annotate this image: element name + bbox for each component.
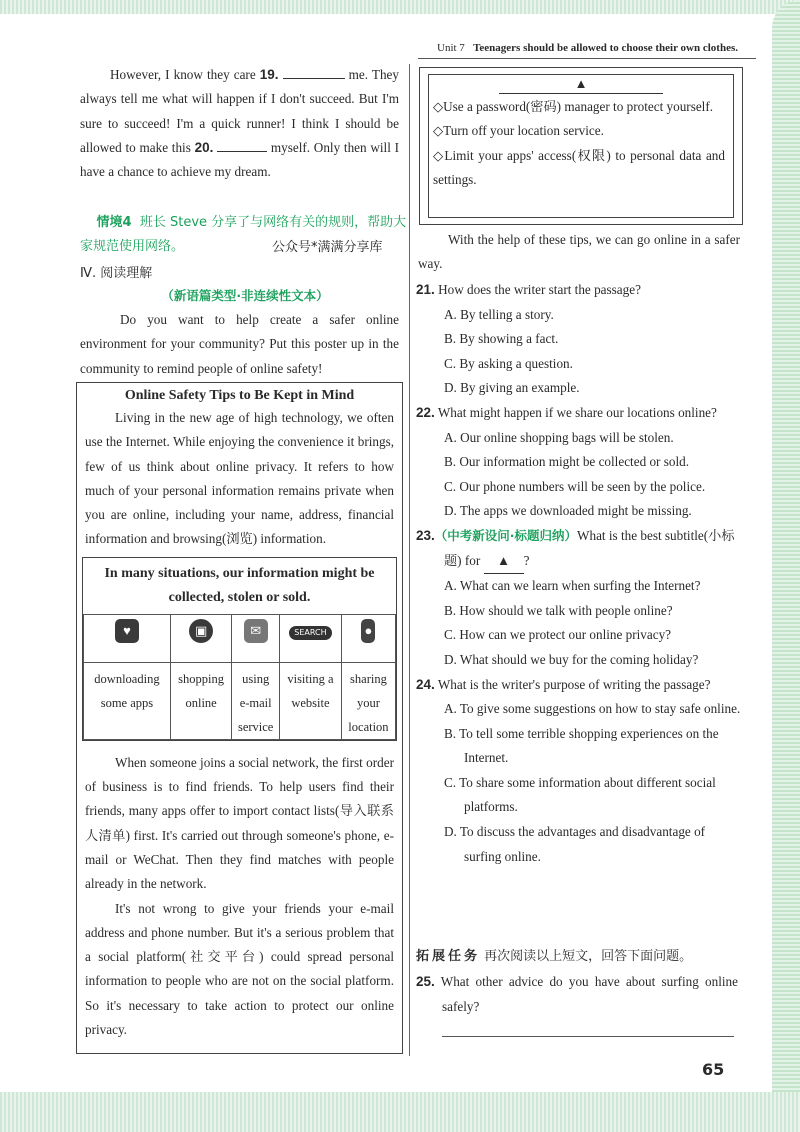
poster-paragraph-3: It's not wrong to give your friends your e-mail address and phone number. But it's a serious problem that a social platform(社交平台) could spread personal information to people who are not on the social platform. So it's necessary to take action to protect our online privacy. bbox=[85, 900, 394, 1038]
option[interactable]: B. Our information might be collected or sold. bbox=[444, 454, 690, 470]
story-continuation: However, I know they care 19. me. They always tell me what will happen if I don't succeed. But I'm sure to succeed! I'm a quick runner! I think I should be allowed to make this 20. myself. Only then will I have a chance to achieve my dream. bbox=[80, 67, 400, 180]
poster-paragraph-2: When someone joins a social network, the first order of business is to find friends. To help users find their friends, many apps offer to import contact lists(导入联系人清单) first. It's carried out through someone's phone, e-mail or WeChat. Then they find matches with people already in the network. bbox=[85, 754, 394, 892]
app-icon: ♥ bbox=[115, 619, 139, 643]
answer-line-25[interactable] bbox=[442, 1036, 734, 1037]
intro-paragraph: Do you want to help create a safer online environment for your community? Put this poster up in the community to remind people of online safety! bbox=[80, 312, 399, 376]
right-border bbox=[772, 0, 800, 1132]
answer-blank-19[interactable] bbox=[283, 66, 345, 79]
unit-label: Unit 7 bbox=[437, 42, 465, 54]
tile-visiting-website bbox=[280, 614, 342, 662]
watermark: 公众号*满满分享库 bbox=[272, 240, 383, 255]
tip-password: ◇Use a password(密码) manager to protect yourself. bbox=[433, 99, 714, 114]
question-tag: （中考新设问·标题归纳） bbox=[434, 527, 578, 543]
option[interactable]: B. By showing a fact. bbox=[444, 331, 559, 347]
option[interactable]: C. By asking a question. bbox=[444, 355, 573, 371]
question-23: 23.（中考新设问·标题归纳）What is the best subtitle(小标题) for ▲ ? A. What can we learn when surfing the Internet? B. How should we talk with people online? C. How can we protect our online privacy? D. What should we buy for the coming holiday? bbox=[416, 524, 742, 673]
option[interactable]: C. To share some information about different social platforms. bbox=[444, 774, 716, 815]
tip-location: ◇Turn off your location service. bbox=[433, 123, 604, 139]
tile-shopping-online bbox=[170, 614, 231, 662]
search-icon: SEARCH bbox=[289, 626, 331, 640]
tip-app-access: ◇Limit your apps' access(权限) to personal data and settings. bbox=[433, 147, 725, 187]
section-subtitle: （新语篇类型·非连续性文本） bbox=[161, 288, 329, 303]
running-header bbox=[330, 42, 738, 54]
top-border bbox=[0, 0, 800, 14]
section-title: Ⅳ. 阅读理解 bbox=[80, 266, 153, 281]
tile-using-email bbox=[232, 614, 280, 662]
question-25: 25. What other advice do you have about surfing online safely? bbox=[416, 974, 738, 1014]
question-19-number: 19. bbox=[259, 67, 279, 82]
option[interactable]: C. Our phone numbers will be seen by the police. bbox=[444, 478, 706, 494]
option[interactable]: B. How should we talk with people online? bbox=[444, 602, 673, 618]
question-22: 22. What might happen if we share our locations online? A. Our online shopping bags will be stolen. B. Our information might be collected or sold. C. Our phone numbers will be seen by the police. D. The apps we downloaded might be missing. bbox=[416, 401, 742, 524]
tips-blank-marker: ▲ bbox=[574, 76, 588, 91]
option[interactable]: D. The apps we downloaded might be missing. bbox=[444, 503, 692, 519]
tile-sharing-location bbox=[341, 614, 395, 662]
situations-title: In many situations, our information might be collected, stolen or sold. bbox=[104, 565, 375, 605]
question-24: 24. What is the writer's purpose of writing the passage? A. To give some suggestions on how to stay safe online. B. To tell some terrible shopping experiences on the Internet. C. To share some information about different social platforms. D. To discuss the advantages and disadvantage of surfing online. bbox=[416, 673, 742, 870]
extension-label: 拓展任务 bbox=[416, 949, 481, 964]
option[interactable]: D. To discuss the advantages and disadvantage of surfing online. bbox=[444, 824, 706, 864]
questions bbox=[416, 278, 742, 869]
unit-title: Teenagers should be allowed to choose their own clothes. bbox=[473, 42, 738, 54]
header-rule bbox=[418, 58, 756, 59]
email-icon: ✉ bbox=[244, 619, 268, 643]
extension-task: 拓展任务 再次阅读以上短文，回答下面问题。 bbox=[416, 949, 693, 964]
option[interactable]: A. Our online shopping bags will be stolen. bbox=[444, 429, 674, 445]
subtitle-blank: ▲ bbox=[484, 549, 524, 575]
scenario-intro: 情境4 班长 Steve 分享了与网络有关的规则，帮助大家规范使用网络。 bbox=[80, 215, 407, 254]
option[interactable]: D. What should we buy for the coming holiday? bbox=[444, 651, 699, 667]
scenario-label: 情境4 bbox=[96, 215, 132, 230]
location-icon: ● bbox=[361, 619, 375, 643]
option[interactable]: A. What can we learn when surfing the Internet? bbox=[444, 578, 701, 594]
poster-box bbox=[76, 382, 403, 1054]
poster-title: Online Safety Tips to Be Kept in Mind bbox=[124, 388, 355, 403]
closing-paragraph: With the help of these tips, we can go online in a safer way. bbox=[418, 232, 740, 272]
option[interactable]: A. To give some suggestions on how to stay safe online. bbox=[444, 701, 741, 717]
tips-box bbox=[419, 67, 743, 225]
poster-paragraph-1: Living in the new age of high technology, we often use the Internet. While enjoying the convenience it brings, few of us think about online privacy. It refers to how much of your personal information remains private when you are online, including your name, address, financial information and browsing(浏览) information. bbox=[85, 410, 394, 547]
situations-box bbox=[82, 557, 397, 741]
shopping-icon: ▣ bbox=[189, 619, 213, 643]
option[interactable]: C. How can we protect our online privacy? bbox=[444, 627, 672, 643]
answer-blank-20[interactable] bbox=[217, 139, 267, 152]
question-20-number: 20. bbox=[194, 139, 214, 155]
option[interactable]: D. By giving an example. bbox=[444, 380, 580, 396]
question-21: 21. How does the writer start the passage? A. By telling a story. B. By showing a fact. C. By asking a question. D. By giving an example. bbox=[416, 278, 742, 401]
option[interactable]: B. To tell some terrible shopping experiences on the Internet. bbox=[444, 725, 719, 766]
situations-grid: ♥ ▣ ✉ SEARCH ● downloading some apps shopping online using e-mail service visiting a website sharing your location bbox=[83, 614, 396, 740]
option[interactable]: A. By telling a story. bbox=[444, 306, 554, 322]
page-number: 65 bbox=[702, 1060, 725, 1079]
bottom-border bbox=[0, 1092, 800, 1132]
tile-downloading-apps bbox=[84, 614, 171, 662]
